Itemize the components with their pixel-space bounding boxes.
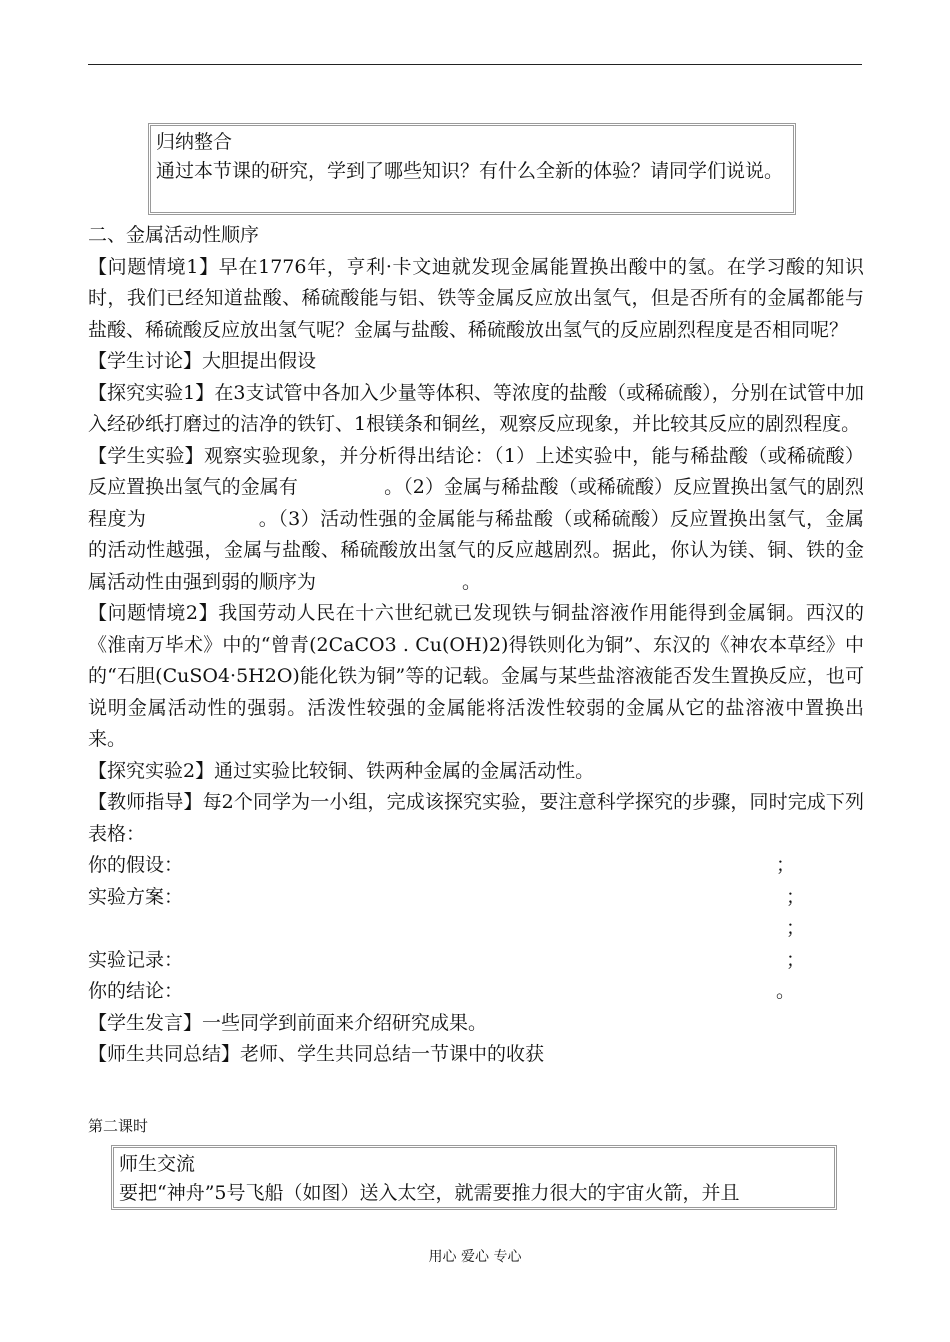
exchange-box-text: 要把“神舟”5号飞船（如图）送入太空，就需要推力很大的宇宙火箭，并且 [119, 1182, 740, 1204]
header-rule [88, 64, 862, 65]
student-experiment-part-c: 。（3）活动性强的金属能与稀盐酸（或稀硫酸）反应置换出氢气，金属的活动性越强，金属与盐酸、稀硫酸放出氢气的反应越剧烈。据此，你认为镁、铜、铁的金属活动性由强到弱的顺序为 [88, 507, 864, 593]
record-row [88, 945, 864, 977]
hypothesis-label: 你的假设： [88, 854, 184, 876]
problem-situation-1: 【问题情境1】早在1776年，亨利·卡文迪就发现金属能置换出酸中的氢。在学习酸的知识时，我们已经知道盐酸、稀硫酸能与铝、铁等金属反应放出氢气，但是否所有的金属都能与盐酸、稀硫酸反应放出氢气呢？金属与盐酸、稀硫酸放出氢气的反应剧烈程度是否相同呢？ [88, 255, 864, 341]
student-experiment [88, 441, 864, 599]
record-end: ； [786, 948, 806, 971]
lesson-label: 第二课时 [88, 1117, 149, 1135]
main-content [88, 220, 864, 1071]
exchange-box-title: 师生交流 [119, 1153, 196, 1175]
plan-row [88, 882, 864, 914]
conclusion-label: 你的结论： [88, 980, 184, 1002]
conclusion-end: 。 [776, 980, 796, 1002]
plan-end-1: ； [786, 885, 806, 908]
experiment-1: 【探究实验1】在3支试管中各加入少量等体积、等浓度的盐酸（或稀硫酸），分别在试管中加入经砂纸打磨过的洁净的铁钉、1根镁条和铜丝，观察反应现象，并比较其反应的剧烈程度。 [88, 381, 864, 435]
student-discussion: 【学生讨论】大胆提出假设 [88, 350, 317, 372]
joint-summary: 【师生共同总结】老师、学生共同总结一节课中的收获 [88, 1043, 545, 1065]
teacher-guidance: 【教师指导】每2个同学为一小组，完成该探究实验，要注意科学探究的步骤，同时完成下列表格： [88, 791, 864, 845]
problem-situation-2: 【问题情境2】我国劳动人民在十六世纪就已发现铁与铜盐溶液作用能得到金属铜。西汉的《淮南万毕术》中的“曾青(2CaCO3 . Cu(OH)2)得铁则化为铜”、东汉的《神农本草经》中的“石胆(CuSO4·5H2O)能化铁为铜”等的记载。金属与某些盐溶液能否发生置换反应，也可说明金属活动性的强弱。活泼性较强的金属能将活泼性较弱的金属从它的盐溶液中置换出来。 [88, 602, 864, 750]
experiment-2: 【探究实验2】通过实验比较铜、铁两种金属的金属活动性。 [88, 759, 595, 782]
summary-box-text: 通过本节课的研究，学到了哪些知识？有什么全新的体验？请同学们说说。 [156, 160, 784, 182]
plan-label: 实验方案： [88, 885, 184, 908]
student-experiment-part-d: 。 [462, 570, 482, 593]
student-experiment-part-a: 【学生实验】观察实验现象，并分析得出结论：（1）上述实验中，能与稀盐酸（或稀硫酸）反应置换出氢气的金属有 [88, 444, 864, 498]
conclusion-row [88, 976, 864, 1008]
exchange-box [111, 1145, 837, 1210]
summary-box-title: 归纳整合 [156, 131, 233, 153]
hypothesis-row [88, 850, 864, 882]
plan-end-2: ； [786, 917, 806, 939]
summary-box [148, 123, 796, 215]
page-footer: 用心 爱心 专心 [428, 1249, 522, 1265]
plan-row-2 [88, 913, 864, 945]
record-label: 实验记录： [88, 948, 184, 971]
hypothesis-end: ； [776, 854, 796, 876]
student-speech: 【学生发言】一些同学到前面来介绍研究成果。 [88, 1011, 488, 1034]
student-experiment-part-b: 。（2）金属与稀盐酸（或稀硫酸）反应置换出氢气的剧烈程度为 [88, 476, 864, 530]
section-heading: 二、金属活动性顺序 [88, 224, 260, 246]
